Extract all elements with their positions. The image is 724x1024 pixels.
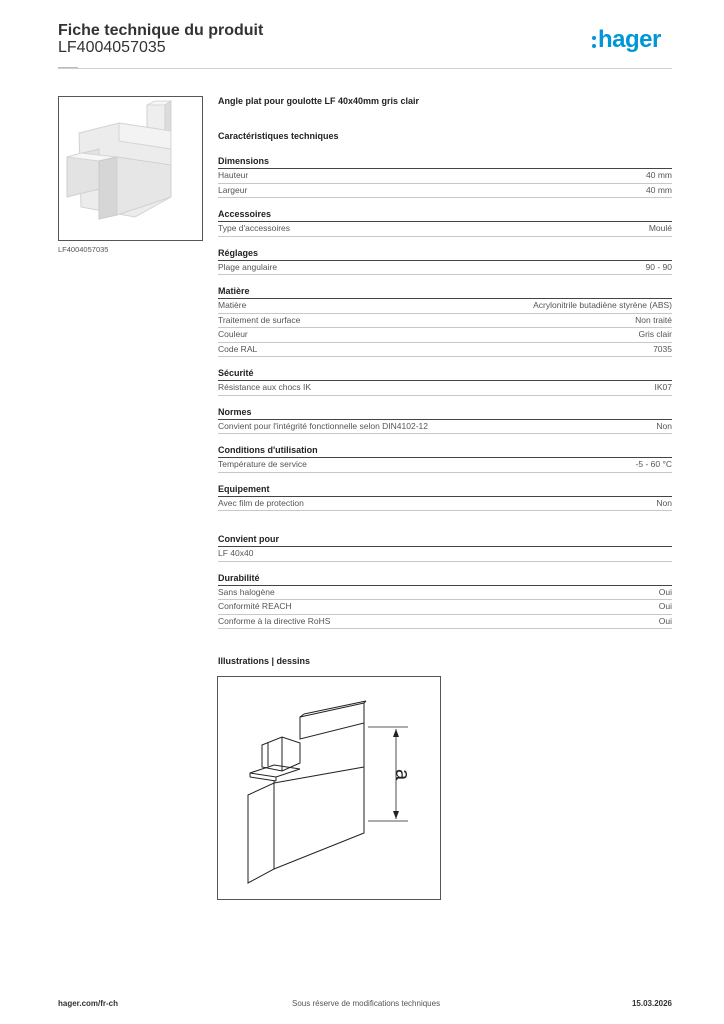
spec-value: 90 - 90	[645, 261, 672, 272]
photo-caption: LF4004057035	[58, 245, 109, 254]
spec-row	[218, 458, 672, 473]
spec-row	[218, 222, 672, 237]
spec-group	[218, 406, 672, 435]
spec-row	[218, 586, 672, 601]
spec-group	[218, 572, 672, 630]
spec-value: Oui	[658, 586, 672, 597]
corner-piece-drawing	[218, 677, 440, 899]
spec-row	[218, 615, 672, 630]
spec-label: Plage angulaire	[218, 261, 278, 272]
spec-label: LF 40x40	[218, 548, 254, 558]
spec-row	[218, 600, 672, 615]
logo-dots-icon	[592, 36, 597, 52]
spec-label: Température de service	[218, 459, 307, 469]
spec-row	[218, 299, 672, 314]
spec-label: Résistance aux chocs IK	[218, 382, 312, 392]
spec-group-title: Réglages	[218, 247, 672, 261]
spec-group-title: Durabilité	[218, 572, 672, 586]
spec-value: Acrylonitrile butadiène styrène (ABS)	[533, 300, 672, 310]
spec-label: Matière	[218, 300, 247, 310]
spec-value: IK07	[654, 382, 672, 392]
footer-notice: Sous réserve de modifications techniques	[292, 999, 441, 1008]
spec-row	[218, 169, 672, 184]
product-photo	[58, 96, 203, 241]
spec-group-title: Equipement	[218, 483, 672, 497]
spec-label: Sans halogène	[218, 586, 275, 597]
spec-row	[218, 343, 672, 358]
spec-group	[218, 533, 672, 562]
footer-website-link[interactable]: hager.com/fr-ch	[58, 999, 119, 1008]
spec-label: Traitement de surface	[218, 314, 301, 325]
spec-group	[218, 444, 672, 473]
product-name: Angle plat pour goulotte LF 40x40mm gris clair	[218, 96, 420, 106]
header-divider	[58, 68, 672, 69]
spec-table	[218, 155, 672, 639]
corner-piece-image	[59, 97, 202, 240]
spec-label: Avec film de protection	[218, 497, 304, 508]
spec-group-title: Sécurité	[218, 367, 672, 381]
page-title: Fiche technique du produit	[58, 22, 264, 39]
section-title: Caractéristiques techniques	[218, 131, 339, 141]
spec-value: 7035	[653, 343, 672, 354]
spec-group-title: Normes	[218, 406, 672, 420]
spec-value: 40 mm	[646, 184, 672, 195]
spec-row	[218, 381, 672, 396]
spec-label: Type d'accessoires	[218, 223, 291, 233]
spec-row	[218, 497, 672, 512]
illustrations-title: Illustrations | dessins	[218, 656, 311, 666]
spec-group-title: Accessoires	[218, 208, 672, 222]
spec-value: Oui	[658, 615, 672, 626]
spec-row	[218, 328, 672, 343]
spec-label: Hauteur	[218, 170, 249, 180]
spec-row	[218, 547, 672, 562]
spec-group	[218, 247, 672, 276]
logo-text: hager	[598, 26, 661, 53]
spec-group	[218, 208, 672, 237]
header-divider-tick	[58, 67, 78, 68]
spec-value: Non	[656, 420, 672, 431]
spec-group	[218, 155, 672, 198]
spec-value: Moulé	[648, 223, 672, 233]
spec-label: Code RAL	[218, 343, 258, 354]
spec-row	[218, 184, 672, 199]
spec-label: Couleur	[218, 329, 248, 339]
hager-logo	[592, 28, 674, 56]
spec-row	[218, 261, 672, 276]
spec-value: Non traité	[635, 314, 672, 325]
dimension-label: a	[391, 768, 414, 781]
spec-row	[218, 420, 672, 435]
spec-group-title: Matière	[218, 285, 672, 299]
spec-label: Convient pour l'intégrité fonctionnelle selon DIN4102-12	[218, 420, 429, 431]
spec-label: Largeur	[218, 184, 248, 195]
spec-row	[218, 314, 672, 329]
spec-value: Non	[656, 497, 672, 508]
spec-value: Oui	[658, 601, 672, 611]
spec-value: Gris clair	[638, 329, 672, 339]
spec-group	[218, 285, 672, 357]
spec-group-title: Dimensions	[218, 155, 672, 169]
spec-group-title: Conditions d'utilisation	[218, 444, 672, 458]
spec-value: 40 mm	[646, 170, 672, 180]
technical-drawing	[217, 676, 441, 900]
spec-group	[218, 367, 672, 396]
spec-group	[218, 483, 672, 512]
spec-group-title: Convient pour	[218, 533, 672, 547]
product-reference: LF4004057035	[58, 39, 166, 56]
spec-label: Conformité REACH	[218, 601, 292, 611]
spec-value: -5 - 60 °C	[635, 459, 672, 469]
footer-date: 15.03.2026	[631, 999, 672, 1008]
spec-label: Conforme à la directive RoHS	[218, 615, 331, 626]
